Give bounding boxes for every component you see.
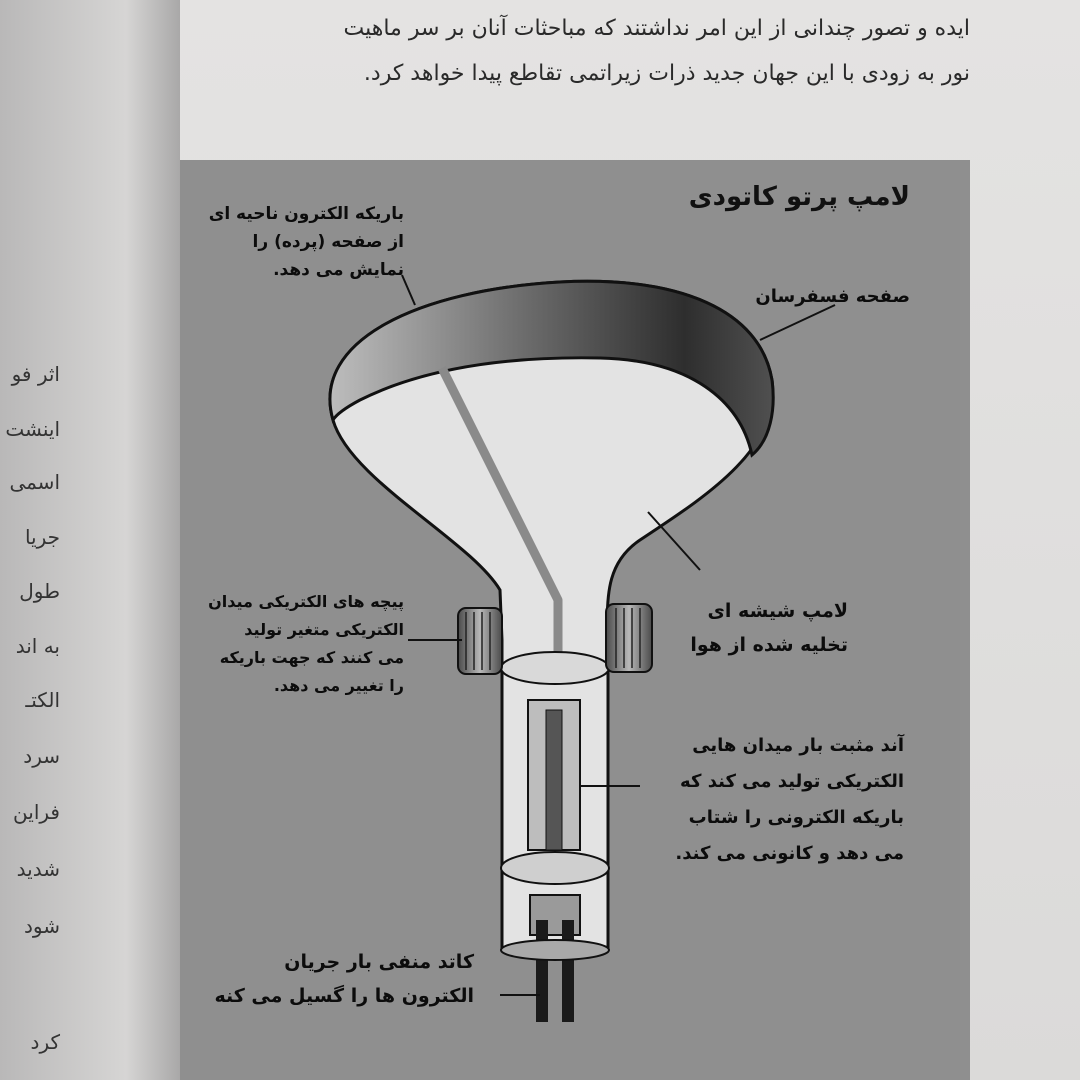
tube-base (501, 940, 609, 960)
label-line: کاتد منفی بار جریان (284, 951, 474, 973)
label-line: باریکه الکترون ناحیه ای (208, 204, 404, 224)
left-line: شود (24, 914, 60, 938)
left-line: شدید (16, 857, 60, 881)
label-deflection-coils (208, 588, 404, 700)
coil-left (458, 608, 502, 674)
diagram-title: لامپ پرتو کاتودی (688, 182, 910, 212)
intro-line: ایده و تصور چندانی از این امر نداشتند که مباحثات آنان بر سر ماهیت (343, 16, 970, 41)
label-line: تخلیه شده از هوا (690, 634, 848, 656)
cathode-pin-left (536, 920, 548, 1022)
left-line: اسمی (9, 470, 60, 494)
label-line: الکتریکی تولید می کند که (680, 771, 904, 792)
label-line: آند مثبت بار میدان هایی (692, 735, 904, 756)
intro-line: نور به زودی با این جهان جدید ذرات زیراتمی تقاطع پیدا خواهد کرد. (363, 61, 970, 86)
label-line: صفحه فسفرسان (755, 286, 910, 307)
label-line: پیچه های الکتریکی میدان (208, 592, 404, 611)
cathode-pin-right (562, 920, 574, 1022)
left-line: کرد (30, 1030, 60, 1054)
label-line: الکتریکی متغیر تولید (244, 620, 404, 639)
label-line: لامپ شیشه ای (707, 600, 848, 622)
left-line: به اند (15, 634, 60, 658)
left-line: الکتـ (25, 688, 60, 712)
left-line: اینشت (5, 417, 60, 441)
label-glass-bulb (690, 594, 848, 662)
left-line: جریا (24, 525, 60, 549)
label-anode (675, 728, 904, 872)
anode-disc-top (501, 652, 609, 684)
label-line: می دهد و کانونی می کند. (675, 843, 904, 864)
label-phosphor-screen (755, 283, 910, 311)
anode-disc-bottom (501, 852, 609, 884)
label-line: از صفحه (پرده) را (252, 232, 404, 252)
label-line: باریکه الکترونی را شتاب (688, 807, 904, 828)
left-line: فراین (13, 800, 60, 824)
leader-glass (648, 512, 700, 570)
left-line: سرد (23, 744, 60, 768)
left-line: اثر فو (11, 362, 60, 386)
label-cathode (214, 945, 474, 1013)
left-line: طول (19, 579, 60, 603)
anode-core (546, 710, 562, 850)
label-line: را تغییر می دهد. (273, 676, 404, 695)
coil-right (606, 604, 652, 672)
label-line: الکترون ها را گسیل می کنه (214, 985, 474, 1007)
label-electron-beam (209, 200, 404, 284)
label-line: می کنند که جهت باریکه (219, 648, 404, 667)
label-line: نمایش می دهد. (273, 260, 404, 280)
